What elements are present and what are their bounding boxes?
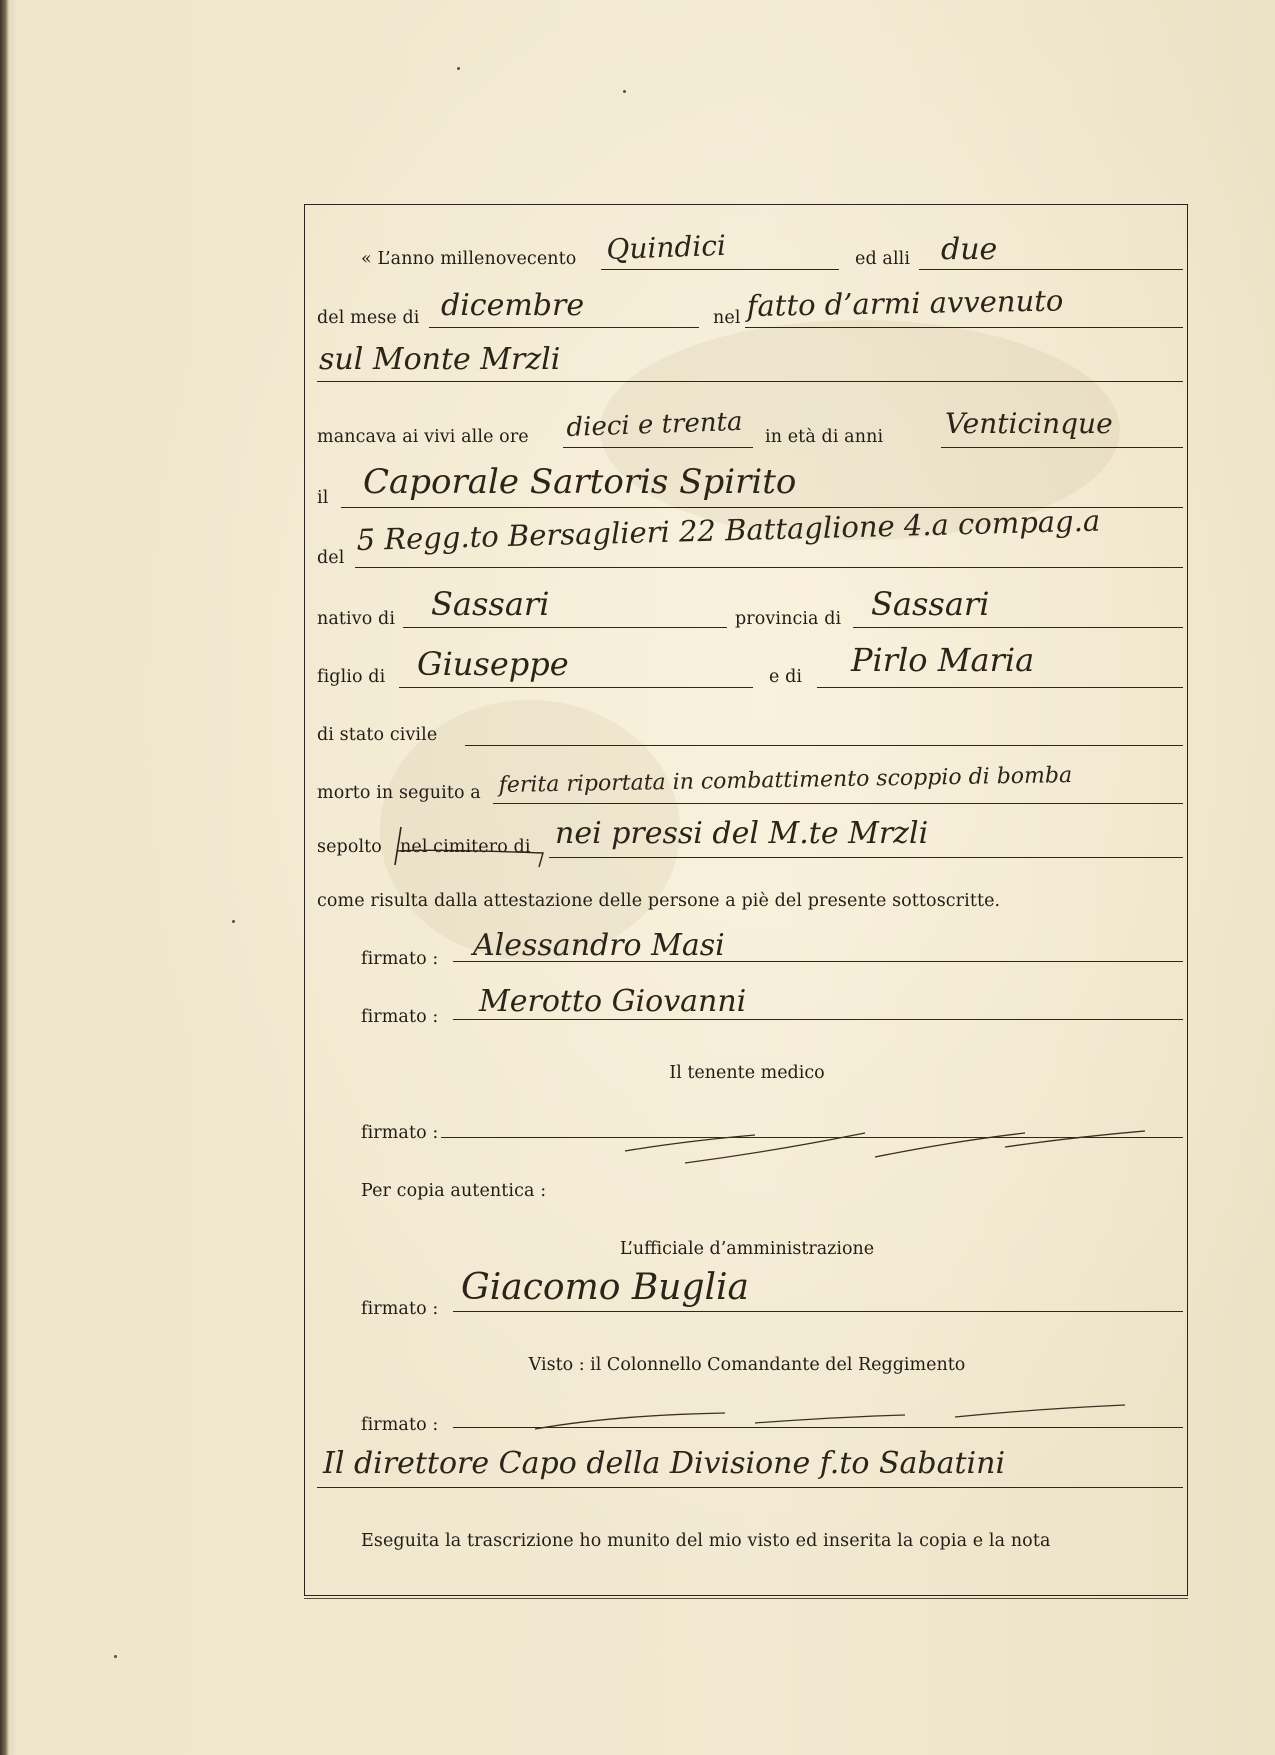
admin-line xyxy=(453,1311,1183,1312)
month-value: dicembre xyxy=(441,288,585,323)
unit-label: del xyxy=(317,548,345,568)
civil-line xyxy=(465,745,1183,746)
witness2-line xyxy=(453,1019,1183,1020)
death-value: ferita riportata in combattimento scoppio di bomba xyxy=(498,762,1073,799)
buried-value: nei pressi del M.te Mrzli xyxy=(555,816,929,851)
admin-signed-label: firmato : xyxy=(361,1299,439,1319)
paper-left-edge xyxy=(0,0,9,1755)
age-line xyxy=(941,447,1183,448)
medic-signed-label: firmato : xyxy=(361,1123,439,1143)
death-line xyxy=(493,803,1183,804)
year-label: « L’anno millenovecento xyxy=(361,249,577,269)
paper-speck xyxy=(457,67,460,70)
medic-title: Il tenente medico xyxy=(669,1063,825,1083)
witness2-value: Merotto Giovanni xyxy=(479,984,747,1019)
director-line xyxy=(317,1487,1183,1488)
witness1-signed-label: firmato : xyxy=(361,949,439,969)
day-value: due xyxy=(941,232,998,267)
copy-label: Per copia autentica : xyxy=(361,1181,547,1201)
mother-label: e di xyxy=(769,667,803,687)
month-line xyxy=(429,327,699,328)
place-line-2 xyxy=(317,381,1183,382)
father-line xyxy=(399,687,753,688)
colonel-signed-label: firmato : xyxy=(361,1415,439,1435)
colonel-signature-scrawl xyxy=(535,1401,1135,1441)
admin-value: Giacomo Buglia xyxy=(461,1267,749,1308)
admin-title: L’ufficiale d’amministrazione xyxy=(619,1239,875,1259)
native-label: nativo di xyxy=(317,609,396,629)
hour-value: dieci e trenta xyxy=(565,406,744,443)
year-value: Quindici xyxy=(605,228,727,266)
hour-line xyxy=(563,447,753,448)
name-label: il xyxy=(317,488,329,508)
place-label: nel xyxy=(713,308,741,328)
form-frame xyxy=(304,204,1188,1596)
final-text: Eseguita la trascrizione ho munito del mio visto ed inserita la copia e la nota xyxy=(361,1531,1051,1551)
day-line xyxy=(919,269,1183,270)
witness2-signed-label: firmato : xyxy=(361,1007,439,1027)
province-label: provincia di xyxy=(735,609,842,629)
paper-speck xyxy=(114,1655,117,1658)
age-label: in età di anni xyxy=(765,427,884,447)
unit-value: 5 Regg.to Bersaglieri 22 Battaglione 4.a compag.a xyxy=(356,503,1101,557)
buried-line xyxy=(549,857,1183,858)
attest-text: come risulta dalla attestazione delle persone a piè del presente sottoscritte. xyxy=(317,891,1001,911)
native-line xyxy=(403,627,727,628)
civil-label: di stato civile xyxy=(317,725,438,745)
unit-line xyxy=(355,567,1183,568)
place-value-1: fatto d’armi avvenuto xyxy=(746,283,1064,323)
year-line xyxy=(601,269,839,270)
burial-handwritten-brackets xyxy=(393,823,553,869)
director-value: Il direttore Capo della Divisione f.to Sabatini xyxy=(323,1446,1006,1481)
death-label: morto in seguito a xyxy=(317,783,481,803)
paper-speck xyxy=(232,920,235,923)
age-value: Venticinque xyxy=(945,407,1113,440)
native-value: Sassari xyxy=(431,585,550,623)
paper-speck xyxy=(623,90,626,93)
place-line xyxy=(745,327,1183,328)
buried-label-1: sepolto xyxy=(317,837,382,857)
hour-label: mancava ai vivi alle ore xyxy=(317,427,529,447)
mother-value: Pirlo Maria xyxy=(851,641,1035,679)
month-label: del mese di xyxy=(317,308,420,328)
day-label: ed alli xyxy=(855,249,911,269)
colonel-title: Visto : il Colonnello Comandante del Reggimento xyxy=(528,1355,966,1375)
witness1-value: Alessandro Masi xyxy=(473,928,725,963)
province-line xyxy=(853,627,1183,628)
place-value-2: sul Monte Mrzli xyxy=(319,342,561,377)
bottom-rule xyxy=(304,1598,1188,1599)
buried-label-2: nel cimitero di xyxy=(400,837,531,857)
medic-signature-scrawl xyxy=(625,1111,1145,1181)
name-value: Caporale Sartoris Spirito xyxy=(363,462,797,502)
mother-line xyxy=(817,687,1183,688)
province-value: Sassari xyxy=(871,585,990,623)
father-label: figlio di xyxy=(317,667,386,687)
father-value: Giuseppe xyxy=(417,645,569,683)
